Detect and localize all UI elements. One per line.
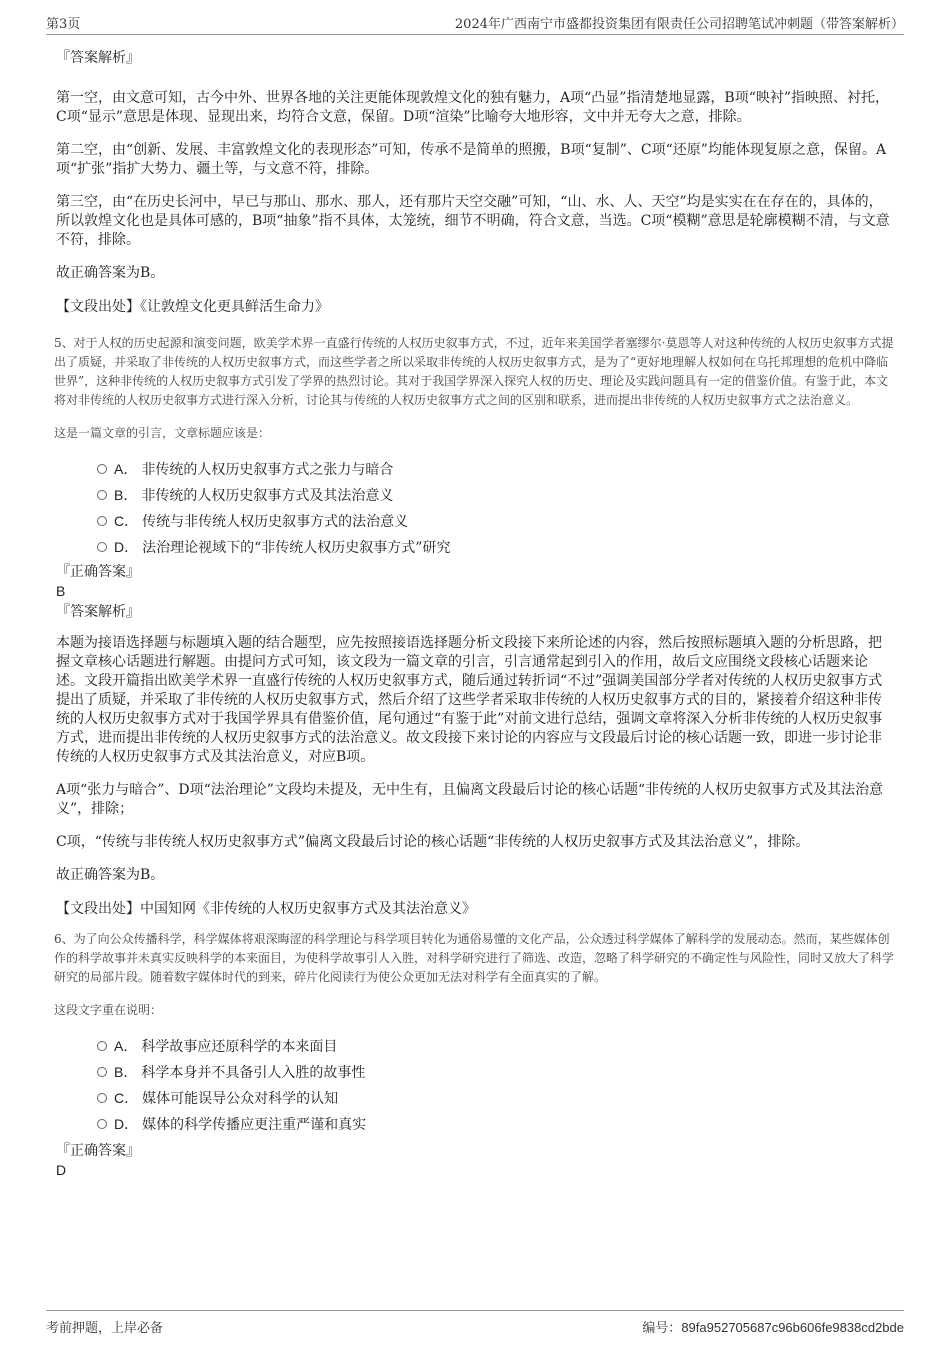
analysis-paragraph: A项“张力与暗合”、D项“法治理论”文段均未提及，无中生有，且偏离文段最后讨论的核心话题“非传统的人权历史叙事方式及其法治意义”，排除；: [56, 782, 884, 817]
radio-button-icon[interactable]: [97, 516, 107, 526]
question-prompt: 这是一篇文章的引言，文章标题应该是：: [54, 426, 271, 440]
option-letter: B．: [114, 1064, 138, 1080]
analysis-paragraph: 本题为接语选择题与标题填入题的结合题型，应先按照接语选择题分析文段接下来所论述的内容，然后按照标题填入题的分析思路，把握文章核心话题进行解题。由提问方式可知，该文段为一篇文章的引言，引言通常起到引入的作用，故后文应围绕文段核心话题来论述。文段开篇指出欧美学术界一直盛行传统的人权历史叙事方式，随后通过转折词“不过”强调美国部分学者对传统的人权历史叙事方式提出了质疑，并采取了非传统的人权历史叙事方式，然后介绍了这些学者采取非传统的人权历史叙事方式的目的，紧接着介绍这种非传统的人权历史叙事方式对于我国学界具有借鉴价值，尾句通过“有鉴于此”对前文进行总结，强调文章将深入分析非传统的人权历史叙事方式，进而提出非传统的人权历史叙事方式的法治意义。故文段接下来讨论的内容应与文段最后讨论的核心话题一致，即进一步讨论非传统的人权历史叙事方式及其法治意义，对应B项。: [56, 635, 883, 765]
document-title: 2024年广西南宁市盛都投资集团有限责任公司招聘笔试冲刺题（带答案解析）: [454, 17, 904, 32]
document-id: [642, 1317, 904, 1336]
source-citation: 【文段出处】《让敦煌文化更具鲜活生命力》: [56, 299, 329, 315]
analysis-label: 『答案解析』: [56, 604, 140, 620]
radio-button-icon[interactable]: [97, 1093, 107, 1103]
page-footer: [46, 1310, 904, 1335]
page-number: 第3页: [46, 17, 81, 32]
option-letter: A．: [114, 1038, 138, 1054]
footer-slogan: 考前押题，上岸必备: [46, 1321, 164, 1336]
option-c[interactable]: [97, 1085, 894, 1111]
option-text: 非传统的人权历史叙事方式及其法治意义: [141, 488, 394, 504]
page-header: [46, 8, 904, 35]
option-letter: A．: [114, 461, 138, 477]
correct-answer: B: [56, 583, 66, 599]
question-6: [56, 930, 894, 1179]
option-a[interactable]: [97, 456, 894, 482]
option-letter: C．: [114, 1090, 139, 1106]
radio-button-icon[interactable]: [97, 542, 107, 552]
option-b[interactable]: [97, 1059, 894, 1085]
question-5: [56, 334, 894, 919]
option-d[interactable]: [97, 534, 894, 560]
option-letter: D．: [114, 1116, 139, 1132]
option-list: [56, 1033, 894, 1137]
question-stem: 5、对于人权的历史起源和演变问题，欧美学术界一直盛行传统的人权历史叙事方式，不过，近年来美国学者塞缪尔·莫恩等人对这种传统的人权历史叙事方式提出了质疑，并采取了非传统的人权历史叙事方式，而这些学者之所以采取非传统的人权历史叙事方式，是为了“更好地理解人权如何在乌托邦理想的危机中降临世界”，这种非传统的人权历史叙事方式引发了学界的热烈讨论。其对于我国学界深入探究人权的历史、理论及实践问题具有一定的借鉴价值。有鉴于此，本文将对非传统的人权历史叙事方式进行深入分析，讨论其与传统的人权历史叙事方式之间的区别和联系，进而提出非传统的人权历史叙事方式之法治意义。: [54, 336, 894, 407]
option-text: 媒体的科学传播应更注重严谨和真实: [142, 1117, 367, 1133]
analysis-paragraph: 第三空，由“在历史长河中，早已与那山、那水、那人，还有那片天空交融”可知，“山、水、人、天空”均是实实在在存在的，具体的，所以敦煌文化也是具体可感的，B项“抽象”指不具体，太笼统，细节不明确，符合文意，当选。C项“模糊”意思是轮廓模糊不清，与文意不符，排除。: [56, 194, 890, 248]
option-text: 科学故事应还原科学的本来面目: [141, 1039, 338, 1055]
page-content: [56, 40, 894, 1179]
analysis-paragraph: C项，“传统与非传统人权历史叙事方式”偏离文段最后讨论的核心话题“非传统的人权历史叙事方式及其法治意义”，排除。: [56, 834, 810, 850]
option-letter: B．: [114, 487, 138, 503]
option-text: 科学本身并不具备引人入胜的故事性: [141, 1065, 366, 1081]
option-letter: D．: [114, 539, 139, 555]
option-c[interactable]: [97, 508, 894, 534]
question-4-analysis: [56, 48, 894, 317]
option-text: 传统与非传统人权历史叙事方式的法治意义: [142, 514, 409, 530]
question-prompt: 这段文字重在说明：: [54, 1003, 163, 1017]
document-id-label: 编号：: [642, 1321, 682, 1336]
radio-button-icon[interactable]: [97, 1067, 107, 1077]
radio-button-icon[interactable]: [97, 1119, 107, 1129]
correct-answer-label: 『正确答案』: [56, 1143, 140, 1159]
option-a[interactable]: [97, 1033, 894, 1059]
option-text: 法治理论视域下的“非传统人权历史叙事方式”研究: [142, 540, 451, 556]
final-answer-line: 故正确答案为B。: [56, 867, 165, 883]
option-letter: C．: [114, 513, 139, 529]
radio-button-icon[interactable]: [97, 1041, 107, 1051]
analysis-paragraph: 第一空，由文意可知，古今中外、世界各地的关注更能体现敦煌文化的独有魅力，A项“凸显”指清楚地显露，B项“映衬”指映照、衬托，C项“显示”意思是体现、显现出来，均符合文意，保留。D项“渲染”比喻夸大地形容，文中并无夸大之意，排除。: [56, 90, 890, 125]
correct-answer-label: 『正确答案』: [56, 564, 140, 580]
option-b[interactable]: [97, 482, 894, 508]
option-d[interactable]: [97, 1111, 894, 1137]
question-stem: 6、为了向公众传播科学，科学媒体将艰深晦涩的科学理论与科学项目转化为通俗易懂的文化产品，公众透过科学媒体了解科学的发展动态。然而，某些媒体创作的科学故事并未真实反映科学的本来面目，为使科学故事引人入胜，对科学研究进行了筛选、改造，忽略了科学研究的不确定性与风险性，同时又放大了科学研究的局部片段。随着数字媒体时代的到来，碎片化阅读行为使公众更加无法对科学有全面真实的了解。: [54, 932, 895, 984]
analysis-label: 『答案解析』: [56, 50, 140, 66]
final-answer-line: 故正确答案为B。: [56, 265, 165, 281]
radio-button-icon[interactable]: [97, 490, 107, 500]
option-list: [56, 456, 894, 560]
correct-answer: D: [56, 1162, 67, 1178]
option-text: 非传统的人权历史叙事方式之张力与暗合: [141, 462, 394, 478]
option-text: 媒体可能误导公众对科学的认知: [142, 1091, 339, 1107]
radio-button-icon[interactable]: [97, 464, 107, 474]
source-citation: 【文段出处】中国知网《非传统的人权历史叙事方式及其法治意义》: [56, 901, 476, 917]
document-id-code: 89fa952705687c96b606fe9838cd2bde: [681, 1320, 904, 1335]
analysis-paragraph: 第二空，由“创新、发展、丰富敦煌文化的表现形态”可知，传承不是简单的照搬，B项“复制”、C项“还原”均能体现复原之意，保留。A项“扩张”指扩大势力、疆土等，与文意不符，排除。: [56, 142, 887, 177]
